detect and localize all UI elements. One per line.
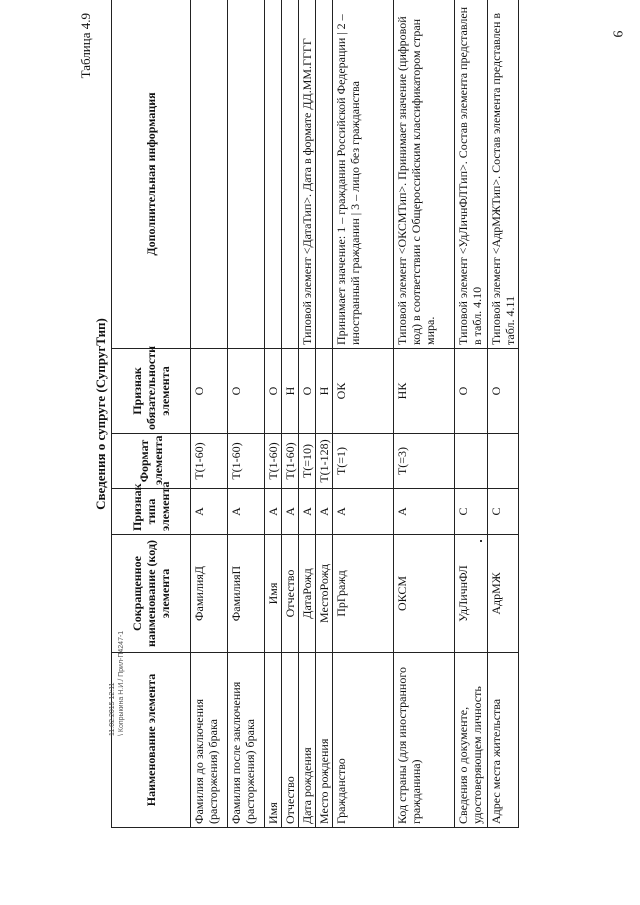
page-number: 9 (609, 30, 625, 38)
cell-type: С (488, 489, 519, 535)
cell-code: ОКСМ (394, 535, 455, 653)
cell-name: Сведения о документе, удостоверяющем личность (455, 653, 488, 828)
cell-info (316, 0, 333, 349)
cell-format: T(1-128) (316, 434, 333, 489)
table-row (333, 0, 394, 828)
cell-name: Дата рождения (299, 653, 316, 828)
cell-info (228, 0, 265, 349)
cell-type: С (455, 489, 488, 535)
cell-type: А (316, 489, 333, 535)
cell-code: ПрГражд (333, 535, 394, 653)
cell-type: А (191, 489, 228, 535)
cell-format: T(1-60) (282, 434, 299, 489)
cell-info (265, 0, 282, 349)
footer-author: \ Копрыкина Н.И./ Прил-П4247-1 (118, 630, 125, 736)
cell-code: УдЛичнФЛ (455, 535, 488, 653)
cell-format: T(=1) (333, 434, 394, 489)
cell-name: Место рождения (316, 653, 333, 828)
header-element-name: Наименование элемента (112, 653, 191, 828)
table-caption: Сведения о супруге (СупругТип) (93, 318, 108, 510)
cell-type: А (299, 489, 316, 535)
cell-type: А (333, 489, 394, 535)
cell-required: О (265, 349, 282, 434)
table-row (299, 0, 316, 828)
header-additional-info: Дополнительная информация (112, 0, 191, 349)
cell-type: А (265, 489, 282, 535)
cell-code: ФамилияП (228, 535, 265, 653)
cell-required: О (455, 349, 488, 434)
cell-format: T(1-60) (191, 434, 228, 489)
cell-format: T(=10) (299, 434, 316, 489)
cell-format: T(1-60) (265, 434, 282, 489)
cell-info (282, 0, 299, 349)
table-row (488, 0, 519, 828)
cell-name: Адрес места жительства (488, 653, 519, 828)
cell-code: Отчество (282, 535, 299, 653)
cell-name: Фамилия после заключения (расторжения) брака (228, 653, 265, 828)
cell-type: А (228, 489, 265, 535)
cell-name: Гражданство (333, 653, 394, 828)
cell-required: ОК (333, 349, 394, 434)
cell-required: Н (282, 349, 299, 434)
cell-name: Отчество (282, 653, 299, 828)
spouse-info-table (111, 0, 519, 828)
stray-mark (480, 540, 482, 542)
table-row (455, 0, 488, 828)
cell-info: Принимает значение: 1 – гражданин Российской Федерации | 2 – иностранный гражданин | 3 – лицо без гражданства (333, 0, 394, 349)
cell-info (191, 0, 228, 349)
cell-code: МестоРожд (316, 535, 333, 653)
table-row (191, 0, 228, 828)
cell-required: О (299, 349, 316, 434)
cell-required: НК (394, 349, 455, 434)
cell-format (455, 434, 488, 489)
cell-required: О (228, 349, 265, 434)
table-label: Таблица 4.9 (78, 13, 93, 79)
header-element-format: Формат элемента (112, 434, 191, 489)
cell-name: Код страны (для иностранного гражданина) (394, 653, 455, 828)
cell-required: О (191, 349, 228, 434)
cell-required: Н (316, 349, 333, 434)
cell-name: Фамилия до заключения (расторжения) брака (191, 653, 228, 828)
cell-info: Типовой элемент <ДатаТип>. Дата в формате ДД.ММ.ГГГГ (299, 0, 316, 349)
rotated-page-content (75, 0, 575, 828)
cell-type: А (394, 489, 455, 535)
footer-timestamp: 11.02.2015 12:11 (109, 682, 116, 736)
cell-code: АдрМЖ (488, 535, 519, 653)
cell-info: Типовой элемент <ОКСМТип>. Принимает значение (цифровой код) в соответствии с Общероссийским классификатором стран мира. (394, 0, 455, 349)
cell-format (488, 434, 519, 489)
cell-format: T(=3) (394, 434, 455, 489)
cell-code: Имя (265, 535, 282, 653)
table-row (394, 0, 455, 828)
cell-info: Типовой элемент <УдЛичнФЛТип>. Состав элемента представлен в табл. 4.10 (455, 0, 488, 349)
cell-format: T(1-60) (228, 434, 265, 489)
table-row (265, 0, 282, 828)
table-row (316, 0, 333, 828)
cell-info: Типовой элемент <АдрМЖТип>. Состав элемента представлен в табл. 4.11 (488, 0, 519, 349)
header-element-required: Признак обязательности элемента (112, 349, 191, 434)
table-row (282, 0, 299, 828)
table-row (228, 0, 265, 828)
header-element-type: Признак типа элемента (112, 489, 191, 535)
cell-code: ФамилияД (191, 535, 228, 653)
cell-code: ДатаРожд (299, 535, 316, 653)
cell-name: Имя (265, 653, 282, 828)
header-element-code: Сокращенное наименование (код) элемента (112, 535, 191, 653)
cell-type: А (282, 489, 299, 535)
cell-required: О (488, 349, 519, 434)
footer-metadata (108, 631, 126, 736)
